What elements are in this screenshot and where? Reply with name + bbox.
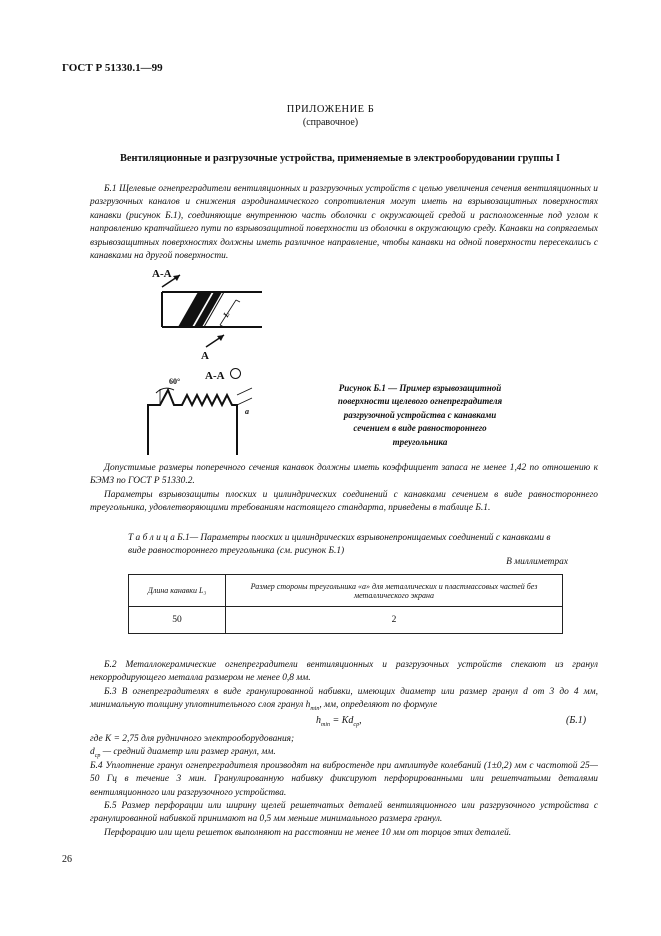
- figure-length-label: L: [221, 310, 232, 319]
- paragraph-parameters: Параметры взрывозащиты плоских и цилиндрических соединений с канавками сечением в виде равностороннего треугольника, удовлетворяющими требованиям настоящего стандарта, приведены в таблице Б.1.: [90, 490, 598, 514]
- figure-circle-mark: [230, 368, 241, 379]
- b3-sub: min: [310, 706, 320, 713]
- page-number: 26: [62, 854, 72, 865]
- section-title: Вентиляционные и разгрузочные устройства, применяемые в электрооборудовании группы I: [119, 153, 561, 164]
- figure-angle-label: 60°: [169, 377, 181, 386]
- figure-label-section: А-А: [205, 370, 225, 382]
- table-cell-length: 50: [129, 607, 226, 634]
- paragraph-perforation: Перфорацию или щели решеток выполняют на расстоянии не менее 10 мм от торцов этих деталей.: [104, 828, 512, 838]
- table-units: В миллиметрах: [506, 557, 568, 567]
- appendix-title: ПРИЛОЖЕНИЕ Б: [286, 104, 375, 115]
- table-b1: [128, 574, 563, 634]
- figure-label-top: А-А: [152, 268, 172, 280]
- figure-b1-drawing: [140, 265, 270, 465]
- table-header-row: [129, 575, 563, 607]
- figure-caption: Рисунок Б.1 — Пример взрывозащитной поверхности щелевого огнепреградителя разгрузочной устройства с канавками сечением в виде равностороннего треугольника: [337, 383, 503, 447]
- paragraph-b2: Б.2 Металлокерамические огнепреградители вентиляционных и разгрузочных устройств спекают из гранул некорродирующего металла размером не менее 0,8 мм.: [90, 660, 598, 684]
- appendix-subtitle: (справочное): [302, 117, 359, 128]
- table-cell-size: 2: [226, 607, 563, 634]
- paragraph-allowable: Допустимые размеры поперечного сечения канавок должны иметь коэффициент запаса не менее 1,42 по отношению к БЭМЗ по ГОСТ Р 51330.2.: [90, 463, 598, 487]
- where-d: $d_{ср}$ — средний диаметр или размер гранул, мм.: [90, 747, 276, 759]
- plate-view: [162, 292, 262, 327]
- formula-b1: $h_{min} = Kd_{ср}$,: [316, 715, 362, 728]
- section-view: [148, 388, 252, 455]
- formula-number: (Б.1): [566, 715, 587, 726]
- paragraph-b5: Б.5 Размер перфорации или ширину щелей решетчатых деталей вентиляционного или разгрузочного устройства с гранулированной набивкой принимают на 0,5 мм меньше минимального размера гранул.: [90, 801, 598, 825]
- document-id: ГОСТ Р 51330.1—99: [62, 62, 163, 74]
- paragraph-b3: Б.3 В огнепреградителях в виде гранулированной набивки, имеющих диаметр или размер гранул d от 3 до 4 мм, минимальную толщину уплотнительного слоя гранул $h_{min}$, мм, определяют по формуле: [90, 687, 598, 713]
- paragraph-b4: Б.4 Уплотнение гранул огнепреградителя производят на вибростенде при амплитуде колебаний (1±0,2) мм с частотой 25—50 Гц в течение 3 мин. Гранулированную набивку фиксируют перфорированными или решетчатыми деталями вентиляционного или разгрузочного устройства.: [90, 761, 598, 798]
- paragraph-b1: Б.1 Щелевые огнепреградители вентиляционных и разгрузочных устройств с целью увеличения сечения вентиляционных и разгрузочных каналов и снижения аэродинамического сопротивления могут иметь на взрывозащитных поверхностях канавки (рисунок Б.1), соединяющие внутреннюю часть оболочки с окружающей средой и расположенные под углом к направлению кратчайшего пути по взрывозащитной поверхности из оболочки в окружающую среду. Канавки на сопрягаемых взрывозащитных поверхностях должны иметь различное направление, чтобы канавки на одной поверхности пересекались с канавками на другой поверхности.: [90, 184, 598, 262]
- figure-a-label: a: [245, 407, 249, 416]
- table-caption: Т а б л и ц а Б.1— Параметры плоских и цилиндрических взрывонепроницаемых соединений с канавками в виде равностороннего треугольника (см. рисунок Б.1): [128, 533, 551, 557]
- table-header-length: Длина канавки L₃: [129, 575, 226, 607]
- table-row: [129, 607, 563, 634]
- table-header-size: Размер стороны треугольника «а» для металлических и пластмассовых частей без металлического экрана: [226, 575, 563, 607]
- figure-label-bottom: А: [201, 350, 209, 362]
- where-k: где K = 2,75 для рудничного электрооборудования;: [90, 734, 295, 744]
